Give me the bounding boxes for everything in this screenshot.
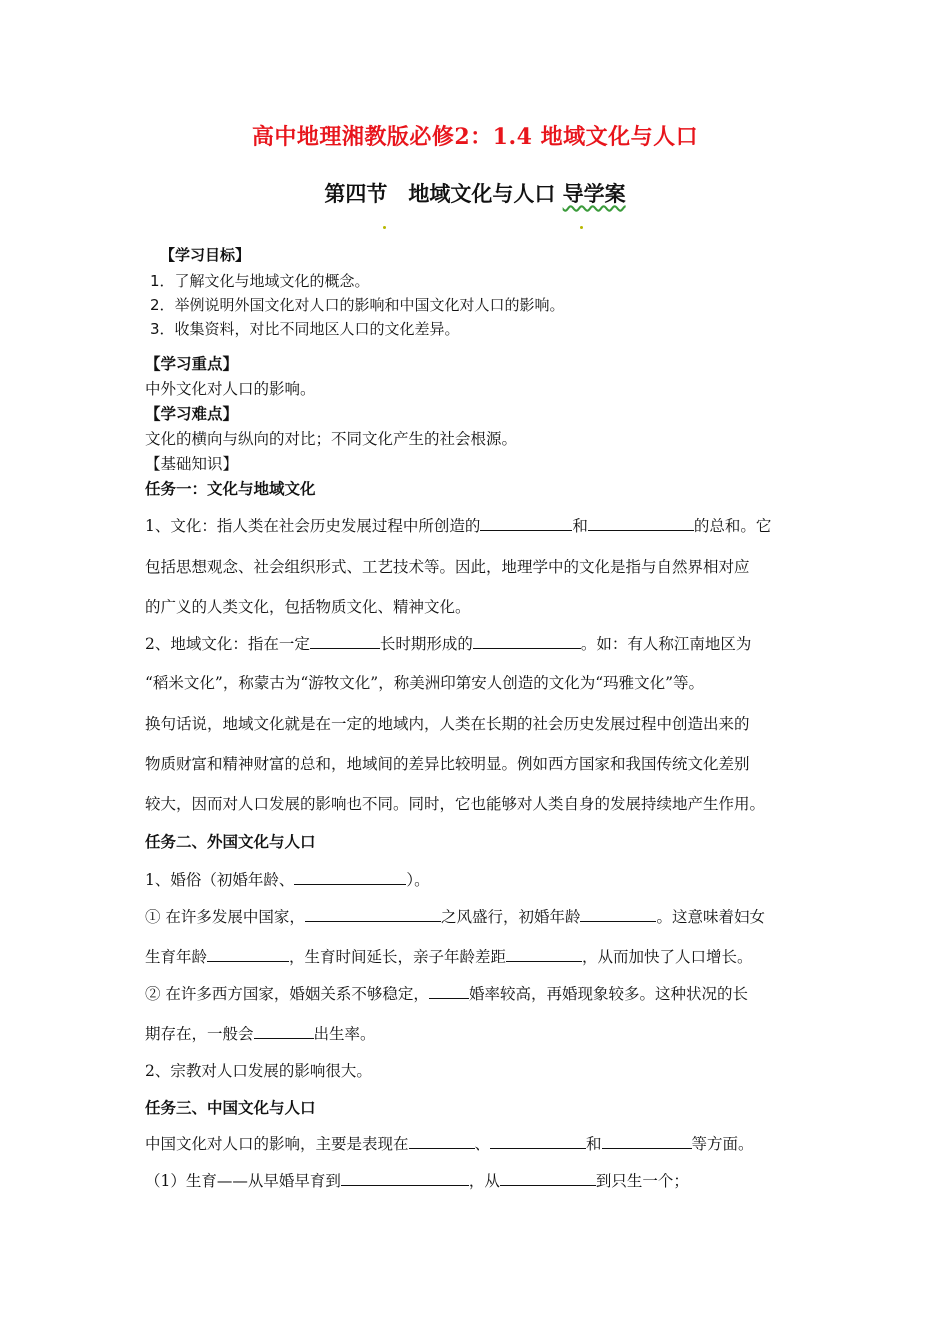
text-run: ，从而加快了人口增长。 [582, 948, 753, 966]
section-title-main: 第四节 地域文化与人口 [324, 181, 563, 206]
text-run: 期存在，一般会 [145, 1025, 254, 1043]
basics-heading: 【基础知识】 [145, 455, 239, 473]
task1-heading: 任务一：文化与地域文化 [145, 479, 316, 498]
text-run: 之风盛行，初婚年龄 [440, 908, 581, 926]
fill-blank[interactable] [409, 1133, 475, 1149]
fill-blank[interactable] [473, 633, 581, 649]
task1-paragraph2-line1 [145, 632, 815, 654]
stray-dot [383, 226, 386, 229]
difficulties-heading: 【学习难点】 [145, 404, 239, 423]
document-title: 高中地理湘教版必修2：1.4 地域文化与人口 [251, 124, 699, 150]
text-run: 到只生一个； [595, 1172, 689, 1190]
objective-item: 2．举例说明外国文化对人口的影响和中国文化对人口的影响。 [150, 296, 565, 314]
text-run: 等方面。 [691, 1135, 754, 1153]
task2-paragraph3-line1 [145, 982, 815, 1004]
fill-blank[interactable] [310, 633, 380, 649]
fill-blank[interactable] [480, 515, 572, 531]
fill-blank[interactable] [207, 946, 289, 962]
text-run: 出生率。 [313, 1025, 376, 1043]
text-run: 1、婚俗（初婚年龄、 [145, 871, 295, 889]
fill-blank[interactable] [254, 1023, 314, 1039]
task1-paragraph1-line1 [145, 514, 815, 536]
task1-paragraph2-line2: “稻米文化”，称蒙古为“游牧文化”，称美洲印第安人创造的文化为“玛雅文化”等。 [145, 674, 705, 692]
task3-heading: 任务三、中国文化与人口 [145, 1098, 316, 1117]
text-run: 、 [474, 1135, 491, 1153]
task2-heading: 任务二、外国文化与人口 [145, 832, 316, 851]
text-run: ）。 [406, 871, 430, 889]
fill-blank[interactable] [294, 869, 406, 885]
task2-paragraph2-line1 [145, 905, 815, 927]
objective-item: 3．收集资料，对比不同地区人口的文化差异。 [150, 320, 460, 338]
text-run: ，从 [468, 1172, 500, 1190]
text-run: 长时期形成的 [379, 635, 473, 653]
text-run: 和 [586, 1135, 602, 1153]
text-run: 。如：有人称江南地区为 [580, 635, 752, 653]
fill-blank[interactable] [429, 983, 469, 999]
text-run: 。这意味着妇女 [656, 908, 765, 926]
task2-paragraph3-line2 [145, 1022, 815, 1044]
text-run: （1）生育——从早婚早育到 [145, 1172, 341, 1190]
task2-paragraph1 [145, 868, 815, 890]
section-title [0, 178, 950, 208]
task2-paragraph4: 2、宗教对人口发展的影响很大。 [145, 1062, 372, 1080]
fill-blank[interactable] [500, 1170, 596, 1186]
text-run: 和 [572, 517, 588, 535]
stray-dot [580, 226, 583, 229]
fill-blank[interactable] [305, 906, 441, 922]
task3-paragraph1 [145, 1132, 815, 1154]
key-points-text: 中外文化对人口的影响。 [145, 380, 316, 398]
task3-paragraph2 [145, 1169, 815, 1191]
text-run: 的总和。它 [693, 517, 772, 535]
task1-paragraph1-line2: 包括思想观念、社会组织形式、工艺技术等。因此，地理学中的文化是指与自然界相对应 [145, 558, 750, 576]
objective-item: 1．了解文化与地域文化的概念。 [150, 272, 370, 290]
text-run: ① 在许多发展中国家， [145, 908, 305, 926]
fill-blank[interactable] [506, 946, 582, 962]
difficulties-text: 文化的横向与纵向的对比；不同文化产生的社会根源。 [145, 430, 518, 448]
text-run: 生育年龄 [145, 948, 208, 966]
fill-blank[interactable] [588, 515, 694, 531]
text-run: 婚率较高，再婚现象较多。这种状况的长 [468, 985, 748, 1003]
task1-paragraph2-line4: 物质财富和精神财富的总和，地域间的差异比较明显。例如西方国家和我国传统文化差别 [145, 755, 750, 773]
text-run: 1、文化：指人类在社会历史发展过程中所创造的 [145, 517, 481, 535]
fill-blank[interactable] [490, 1133, 586, 1149]
fill-blank[interactable] [580, 906, 656, 922]
task2-paragraph2-line2 [145, 945, 815, 967]
task1-paragraph1-line3: 的广义的人类文化，包括物质文化、精神文化。 [145, 598, 471, 616]
task1-paragraph2-line5: 较大，因而对人口发展的影响也不同。同时，它也能够对人类自身的发展持续地产生作用。 [145, 795, 766, 813]
task1-paragraph2-line3: 换句话说，地域文化就是在一定的地域内，人类在长期的社会历史发展过程中创造出来的 [145, 715, 750, 733]
text-run: 中国文化对人口的影响，主要是表现在 [145, 1135, 409, 1153]
text-run: 2、地域文化：指在一定 [145, 635, 310, 653]
key-points-heading: 【学习重点】 [145, 354, 239, 373]
text-run: ，生育时间延长，亲子年龄差距 [289, 948, 507, 966]
text-run: ② 在许多西方国家，婚姻关系不够稳定， [145, 985, 429, 1003]
fill-blank[interactable] [341, 1170, 469, 1186]
section-title-guide: 导学案 [562, 181, 626, 206]
fill-blank[interactable] [602, 1133, 692, 1149]
objectives-heading: 【学习目标】 [160, 246, 251, 264]
